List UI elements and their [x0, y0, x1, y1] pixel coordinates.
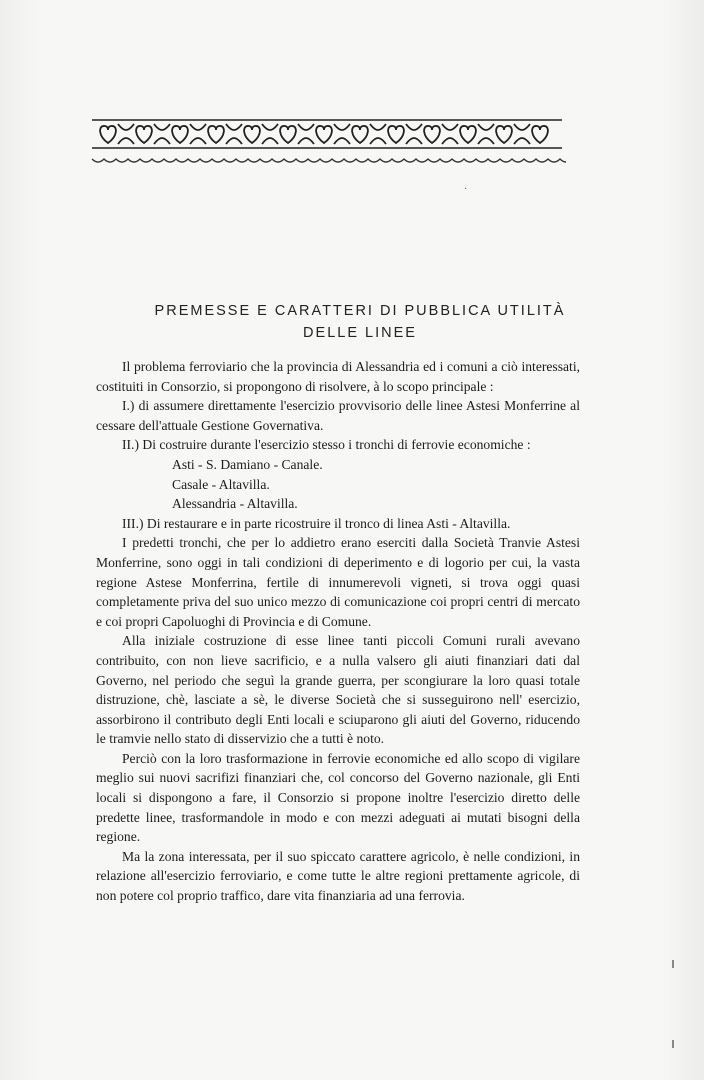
ornament-heart-icon — [172, 126, 188, 143]
paragraph: Alla iniziale costruzione di esse linee tanti piccoli Comuni rurali avevano contribuito, con non lieve sacrificio, e a nulla valsero gli aiuti finanziari dati dal Governo, nel periodo che seguì la grande guerra, per scongiurare la loro quasi totale distruzione, chè, lasciate a sè, le diverse Società che si susseguirono nell' esercizio, assorbirono il contributo degli Enti locali e sciuparono gli aiuti del Governo, riducendo le tramvie nello stato di disservizio che a tutti è noto. — [96, 633, 580, 747]
ornament-loop-icon — [370, 124, 386, 144]
paragraph: Ma la zona interessata, per il suo spiccato carattere agricolo, è nelle condizioni, in relazione all'esercizio ferroviario, e come tutte le altre regioni prettamente agricole, di non potere col proprio traffico, dare vita finanziaria ad una ferrovia. — [96, 848, 580, 904]
ornament-heart-icon — [208, 126, 224, 143]
document-title — [100, 300, 620, 344]
paragraph: Perciò con la loro trasformazione in ferrovie economiche ed allo scopo di vigilare meglio sui nuovi sacrifizi finanziari che, col concorso del Governo nazionale, gli Enti locali si dispongono a fare, il Consorzio si propone inoltre l'esercizio diretto delle predette linee, trasformandole in modo e con mezzi adeguati ai mutati bisogni della regione. — [96, 750, 580, 845]
paragraph: I.) di assumere direttamente l'esercizio provvisorio delle linee Astesi Monferrine al cessare dell'attuale Gestione Governativa. — [96, 398, 580, 433]
ornament-heart-icon — [136, 126, 152, 143]
title-line-1: PREMESSE E CARATTERI DI PUBBLICA UTILITÀ — [154, 303, 566, 319]
ornament-loop-icon — [118, 124, 134, 144]
ornament-heart-icon — [352, 126, 368, 143]
paragraph: III.) Di restaurare e in parte ricostruire il tronco di linea Asti - Altavilla. — [122, 515, 511, 531]
decorative-header-border — [88, 112, 566, 168]
ornament-heart-icon — [100, 126, 116, 143]
document-body — [96, 357, 580, 906]
ornament-heart-icon — [532, 126, 548, 143]
station-line: Asti - S. Damiano - Canale. — [172, 456, 323, 472]
paragraph: I predetti tronchi, che per lo addietro erano eserciti dalla Società Tranvie Astesi Monferrine, sono oggi in tali condizioni di deperimento e di logorio per cui, la vasta regione Astese Monferrina, fertile di innumerevoli vigneti, si trova oggi quasi completamente priva del suo unico mezzo di comunicazione coi propri centri di mercato e coi propri Capoluoghi di Provincia e di Comune. — [96, 535, 580, 629]
ornament-loop-icon — [478, 124, 494, 144]
ornament-heart-icon — [424, 126, 440, 143]
ornament-heart-icon — [460, 126, 476, 143]
edge-mark — [672, 960, 674, 968]
stray-ink-mark: · — [464, 184, 468, 195]
station-line: Alessandria - Altavilla. — [172, 496, 298, 512]
ornament-heart-icon — [280, 126, 296, 143]
ornament-loop-icon — [442, 124, 458, 144]
ornament-loop-icon — [226, 124, 242, 144]
ornament-heart-icon — [244, 126, 260, 143]
edge-mark — [672, 1040, 674, 1048]
ornament-heart-icon — [496, 126, 512, 143]
ornament-loop-icon — [262, 124, 278, 144]
paragraph: Il problema ferroviario che la provincia di Alessandria ed i comuni a ciò interessati, costituiti in Consorzio, si propongono di risolvere, à lo scopo principale : — [96, 359, 580, 394]
title-line-2: DELLE LINEE — [303, 325, 417, 341]
paragraph: II.) Di costruire durante l'esercizio stesso i tronchi di ferrovie economiche : — [122, 437, 531, 453]
ornament-loop-icon — [334, 124, 350, 144]
station-line: Casale - Altavilla. — [172, 476, 270, 492]
ornament-loop-icon — [154, 124, 170, 144]
ornament-heart-icon — [316, 126, 332, 143]
ornament-loop-icon — [514, 124, 530, 144]
ornament-loop-icon — [406, 124, 422, 144]
ornament-loop-icon — [190, 124, 206, 144]
ornament-loop-icon — [298, 124, 314, 144]
ornament-heart-icon — [388, 126, 404, 143]
